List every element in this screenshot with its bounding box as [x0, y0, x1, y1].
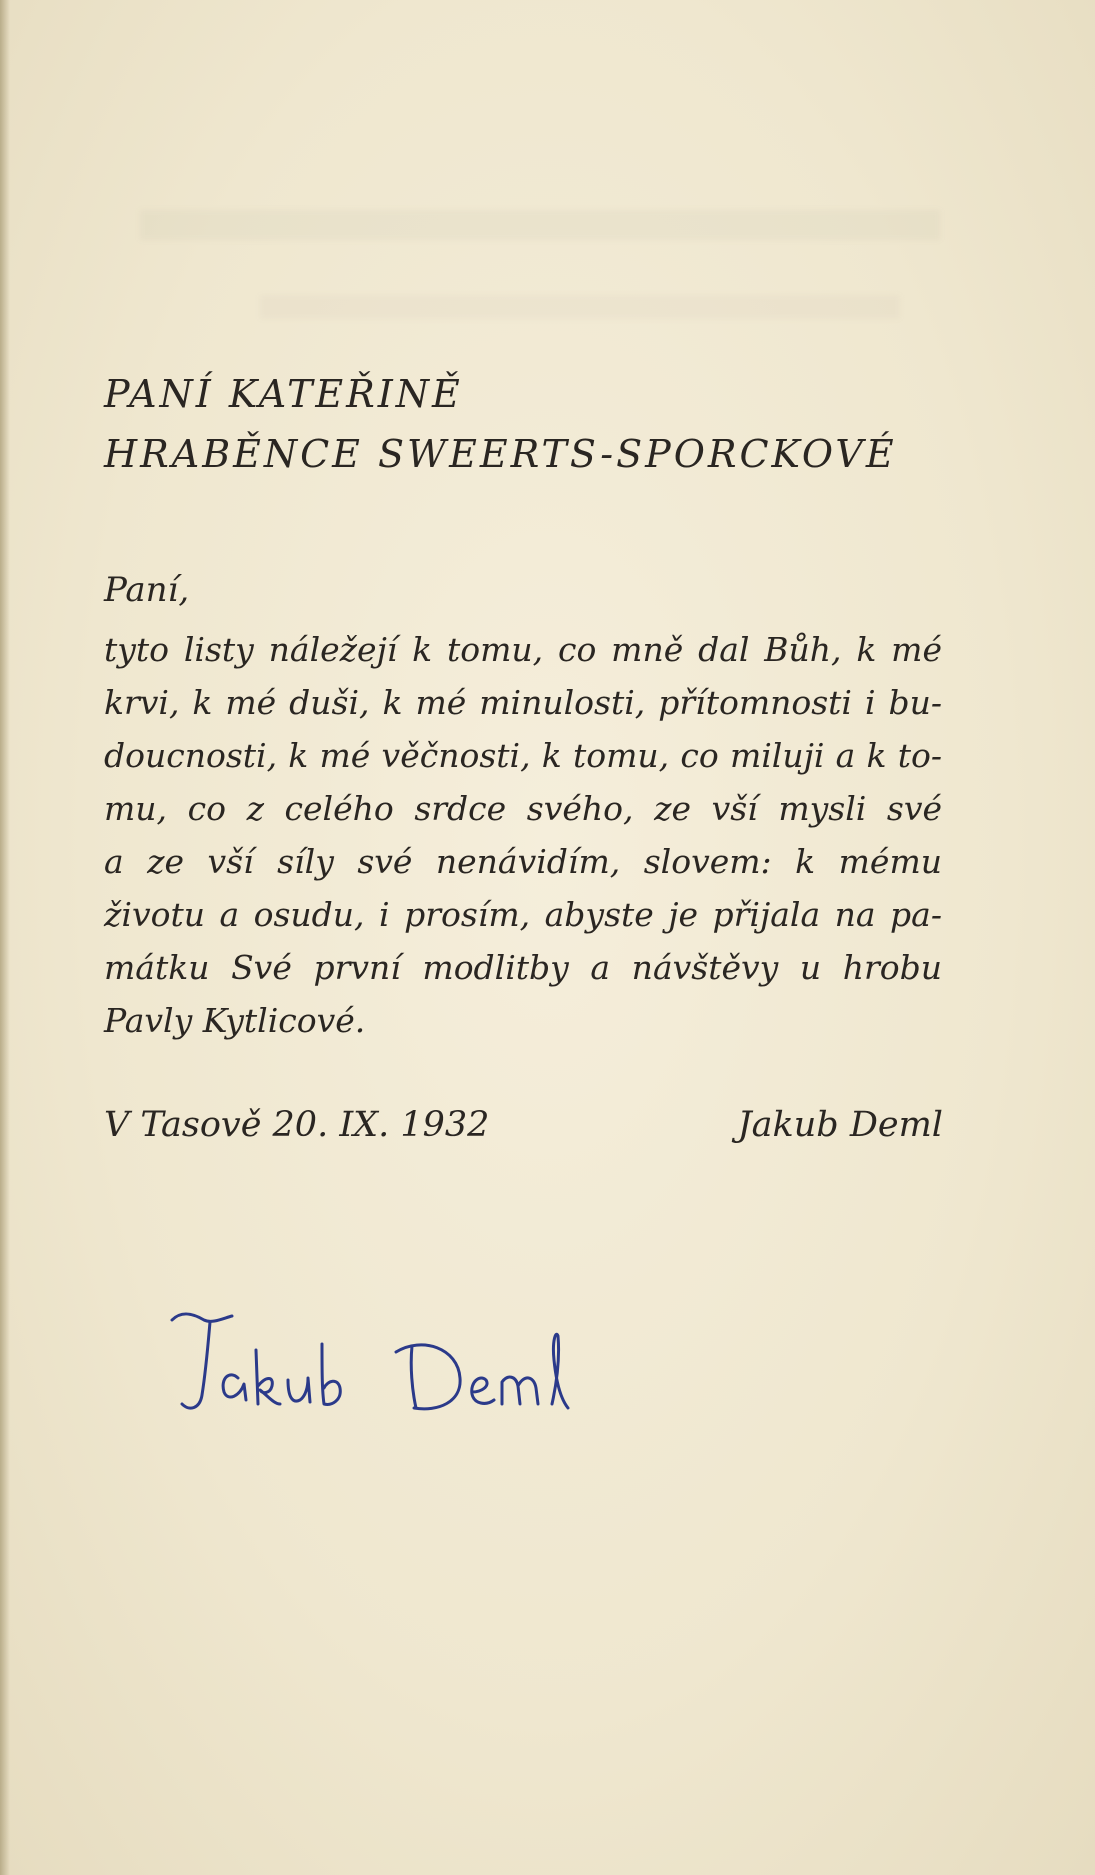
letter-line: a ze vší síly své nenávidím, slovem: k mému — [104, 842, 942, 881]
author-name: Jakub Deml — [737, 1105, 943, 1145]
dedication-line-1: PANÍ KATEŘINĚ — [104, 372, 463, 416]
letter-line: krvi, k mé duši, k mé minulosti, přítomnosti i bu- — [104, 683, 942, 722]
show-through-texture — [260, 295, 900, 319]
dedication-line-2: HRABĚNCE SWEERTS-SPORCKOVÉ — [104, 432, 897, 476]
show-through-texture — [140, 210, 940, 240]
letter-line: doucnosti, k mé věčnosti, k tomu, co miluji a k to- — [104, 736, 942, 775]
letter-line: mu, co z celého srdce svého, ze vší mysli své — [104, 789, 942, 828]
letter-salutation: Paní, — [104, 570, 190, 610]
handwritten-signature — [160, 1300, 660, 1440]
letter-line: Pavly Kytlicové. — [104, 1001, 366, 1040]
letter-line: životu a osudu, i prosím, abyste je přijala na pa- — [104, 895, 942, 934]
place-date: V Tasově 20. IX. 1932 — [104, 1105, 490, 1145]
letter-line: mátku Své první modlitby a návštěvy u hrobu — [104, 948, 942, 987]
letter-line: tyto listy náležejí k tomu, co mně dal Bůh, k mé — [104, 630, 942, 669]
page-edge-shadow — [0, 0, 10, 1875]
